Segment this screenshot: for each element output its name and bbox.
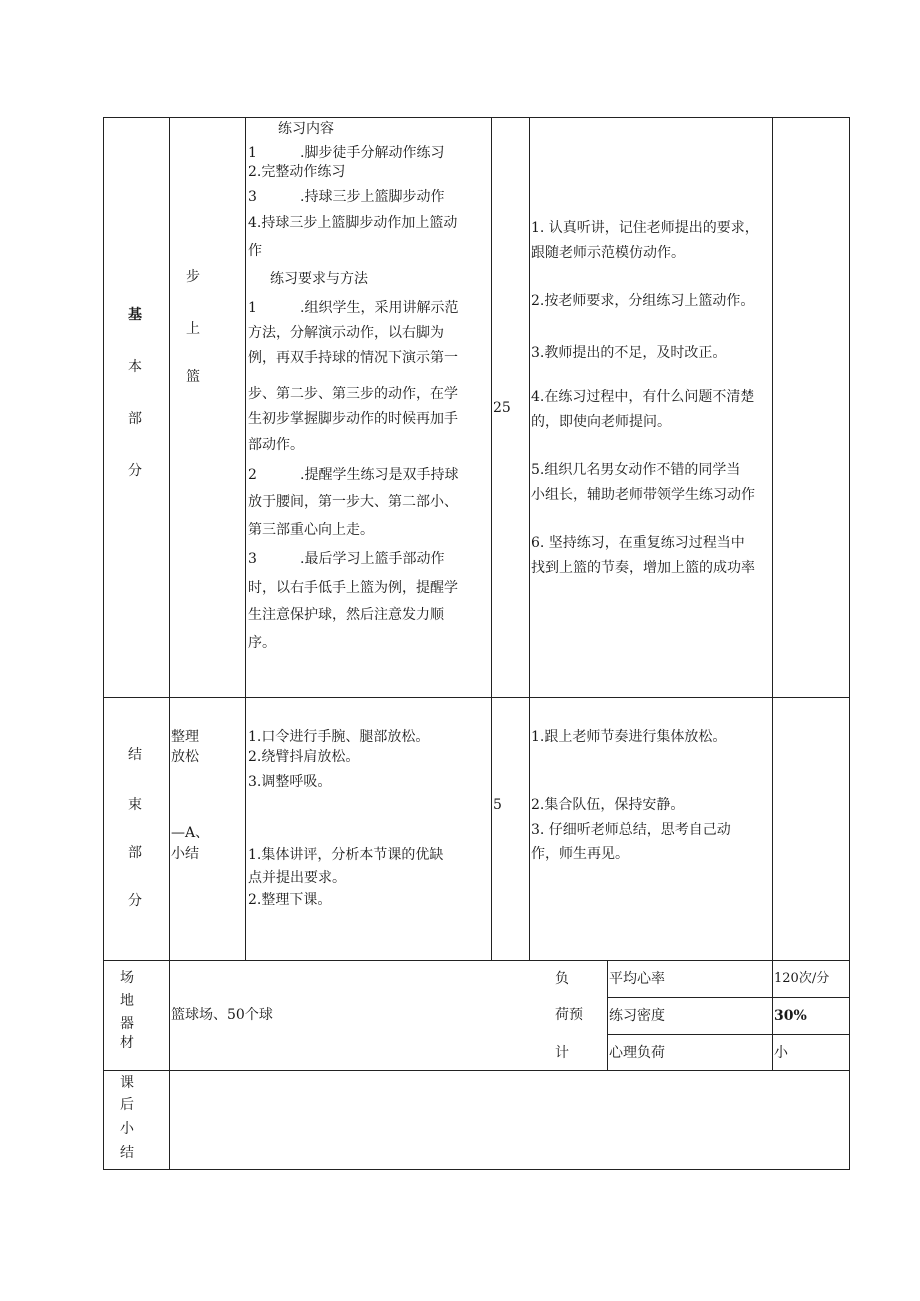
col-divider-label: [169, 117, 170, 1170]
method-line: 序。: [248, 635, 276, 651]
afterclass-content-area[interactable]: [170, 1071, 849, 1169]
col-divider-time: [529, 117, 530, 961]
method-line: .最后学习上篮手部动作: [300, 551, 445, 567]
method-line: .组织学生，采用讲解示范: [300, 300, 459, 316]
afterclass-label-char: 课: [120, 1075, 134, 1091]
venue-label: [110, 968, 144, 1056]
venue-label-char: 场: [120, 970, 134, 986]
content-item: 4.持球三步上篮脚步动作加上篮动: [248, 215, 458, 231]
end-label-char: 部: [128, 845, 142, 861]
col-divider-student: [772, 117, 773, 1071]
content-item: 作: [248, 243, 262, 259]
method-line: 生初步掌握脚步动作的时候再加手: [248, 411, 458, 427]
student-activity: 4.在练习过程中，有什么问题不清楚: [531, 389, 755, 405]
end-content: 1.口令进行手腕、腿部放松。: [248, 729, 430, 745]
student-activity: 小组长，辅助老师带领学生练习动作: [531, 487, 755, 503]
end-label-char: 分: [128, 893, 142, 909]
end-summary: 点并提出要求。: [248, 870, 346, 886]
end-student: 3. 仔细听老师总结，思考自己动: [531, 822, 731, 838]
end-summary: 1.集体讲评，分析本节课的优缺: [248, 847, 444, 863]
end-student: 作，师生再见。: [531, 846, 629, 862]
table-border-top: [103, 117, 850, 118]
main-label-char: 本: [128, 359, 142, 375]
student-activity: 1. 认真听讲，记住老师提出的要求，: [531, 220, 759, 236]
load-label-line: 荷预: [555, 1007, 583, 1023]
row-divider-end-section: [103, 960, 850, 961]
venue-label-char: 材: [120, 1035, 134, 1051]
student-activity: 找到上篮的节奏，增加上篮的成功率: [531, 560, 755, 576]
load-row-name: 平均心率: [609, 971, 665, 987]
method-line: 生注意保护球，然后注意发力顺: [248, 607, 444, 623]
load-row-name: 心理负荷: [609, 1045, 665, 1061]
afterclass-label-char: 后: [120, 1097, 134, 1113]
method-line: 方法，分解演示动作，以右脚为: [248, 325, 444, 341]
content-item-num: 3: [248, 189, 257, 205]
end-summary: 2.整理下课。: [248, 892, 332, 908]
method-line: 时，以右手低手上篮为例，提醒学: [248, 580, 458, 596]
method-line: 部动作。: [248, 437, 304, 453]
end-topic: 小结: [171, 846, 199, 862]
load-row-value: 120次/分: [774, 971, 830, 986]
afterclass-label-char: 小: [120, 1121, 134, 1137]
end-label-char: 结: [128, 747, 142, 763]
table-border-left: [103, 117, 104, 1170]
main-label-char: 基: [128, 307, 142, 323]
student-activity: 2.按老师要求，分组练习上篮动作。: [531, 293, 755, 309]
load-label-line: 负: [555, 971, 569, 987]
main-topic-label: [176, 267, 210, 397]
method-line: 例，再双手持球的情况下演示第一: [248, 350, 458, 366]
method-line: 步、第二步、第三步的动作，在学: [248, 386, 458, 402]
load-label-line: 计: [555, 1045, 569, 1061]
end-student: 1.跟上老师节奏进行集体放松。: [531, 729, 727, 745]
afterclass-label-char: 结: [120, 1145, 134, 1161]
topic-char: 步: [186, 269, 200, 285]
student-activity: 的，即使向老师提问。: [531, 414, 671, 430]
col-divider-content: [491, 117, 492, 961]
content-item-num: 1: [248, 145, 257, 161]
load-row-value: 30%: [774, 1008, 807, 1024]
row-divider-load-2: [607, 1034, 850, 1035]
end-topic: 放松: [171, 749, 199, 765]
venue-label-char: 地: [120, 993, 134, 1009]
col-divider-load-label: [607, 960, 608, 1071]
content-item: 2.完整动作练习: [248, 164, 346, 180]
topic-char: 篮: [186, 369, 200, 385]
student-activity: 5.组织几名男女动作不错的同学当: [531, 462, 741, 478]
student-activity: 3.教师提出的不足，及时改正。: [531, 345, 727, 361]
col-divider-topic: [245, 117, 246, 961]
method-num: 3: [248, 551, 257, 567]
main-label-char: 分: [128, 463, 142, 479]
content-heading: 练习内容: [278, 121, 334, 137]
load-row-value: 小: [774, 1045, 788, 1061]
row-divider-main-end: [103, 697, 850, 698]
end-label-char: 束: [128, 797, 142, 813]
venue-label-char: 器: [120, 1016, 134, 1032]
student-activity: 跟随老师示范模仿动作。: [531, 245, 685, 261]
topic-char: 上: [186, 321, 200, 337]
end-section-label: [118, 745, 152, 921]
content-item: .脚步徒手分解动作练习: [300, 145, 445, 161]
end-topic: 整理: [171, 729, 199, 745]
method-line: 第三部重心向上走。: [248, 522, 374, 538]
row-divider-load-1: [607, 997, 850, 998]
afterclass-label: [110, 1073, 144, 1165]
end-topic: —A、: [171, 825, 210, 841]
end-time: 5: [493, 797, 502, 813]
content-item: .持球三步上篮脚步动作: [300, 189, 445, 205]
method-num: 1: [248, 300, 257, 316]
table-border-right: [849, 117, 850, 1170]
method-heading: 练习要求与方法: [270, 271, 368, 287]
load-row-name: 练习密度: [609, 1008, 665, 1024]
end-content: 2.绕臂抖肩放松。: [248, 749, 360, 765]
main-label-char: 部: [128, 411, 142, 427]
student-activity: 6. 坚持练习，在重复练习过程当中: [531, 535, 745, 551]
main-time: 25: [493, 400, 511, 416]
method-line: 放于腰间，第一步大、第二部小、: [248, 494, 458, 510]
venue-value: 篮球场、50个球: [171, 1007, 273, 1023]
end-content: 3.调整呼吸。: [248, 774, 332, 790]
table-border-bottom: [103, 1169, 850, 1170]
method-num: 2: [248, 467, 257, 483]
main-section-label: [118, 305, 152, 513]
method-line: .提醒学生练习是双手持球: [300, 467, 459, 483]
end-student: 2.集合队伍，保持安静。: [531, 797, 685, 813]
